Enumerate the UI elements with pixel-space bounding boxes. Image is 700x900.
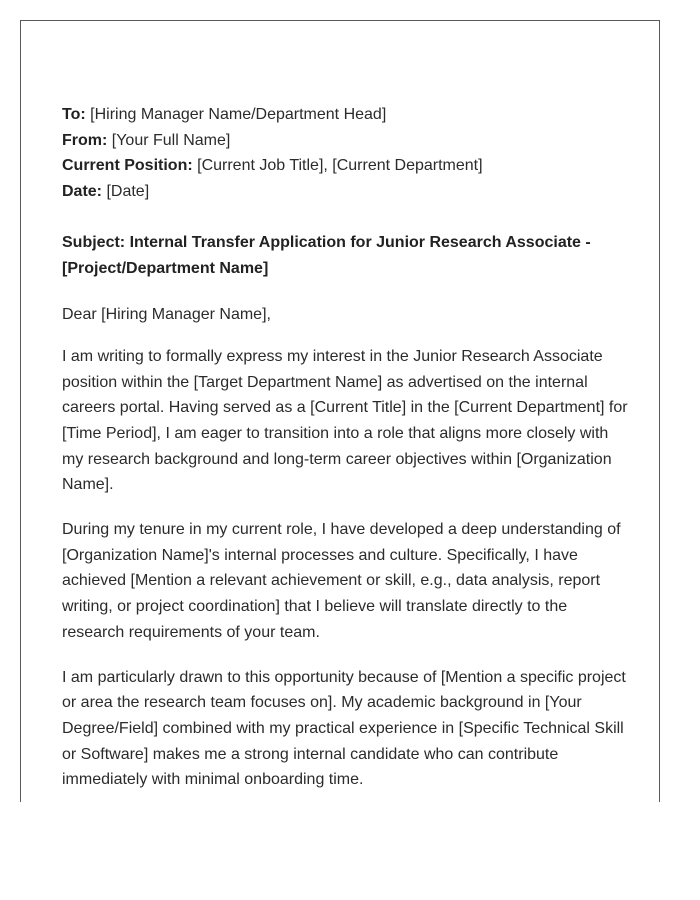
from-label: From: <box>62 131 108 149</box>
body-paragraph-2: During my tenure in my current role, I have developed a deep understanding of [Organization Name]'s internal processes and culture. Specifically, I have achieved [Mention a relevant achievement or skill, e.g., data analysis, report writing, or project coordination] that I believe will translate directly to the research requirements of your team. <box>62 521 621 641</box>
salutation: Dear [Hiring Manager Name], <box>62 305 271 323</box>
subject-line: Subject: Internal Transfer Application for Junior Research Associate - [Project/Department Name] <box>62 233 591 277</box>
body-paragraph-1: I am writing to formally express my interest in the Junior Research Associate position within the [Target Department Name] as advertised on the internal careers portal. Having served as a [Current Title] in the [Current Department] for [Time Period], I am eager to transition into a role that aligns more closely with my research background and long-term career objectives within [Organization Name]. <box>62 347 628 494</box>
letter-body <box>62 102 632 793</box>
from-line <box>62 128 632 154</box>
from-value: [Your Full Name] <box>107 131 231 149</box>
to-label: To: <box>62 106 86 123</box>
date-value: [Date] <box>102 183 150 201</box>
date-line <box>62 179 632 205</box>
to-value: [Hiring Manager Name/Department Head] <box>85 106 387 123</box>
letter-page <box>20 20 660 802</box>
date-label: Date: <box>62 183 103 201</box>
current-position-label: Current Position: <box>62 157 193 175</box>
body-paragraph-3: I am particularly drawn to this opportunity because of [Mention a specific project or area the research team focuses on]. My academic background in [Your Degree/Field] combined with my practical experience in [Specific Technical Skill or Software] makes me a strong internal candidate who can contribute immediately with minimal onboarding time. <box>62 668 626 789</box>
current-position-value: [Current Job Title], [Current Department] <box>192 157 483 175</box>
current-position-line <box>62 153 632 179</box>
to-line <box>62 102 632 128</box>
